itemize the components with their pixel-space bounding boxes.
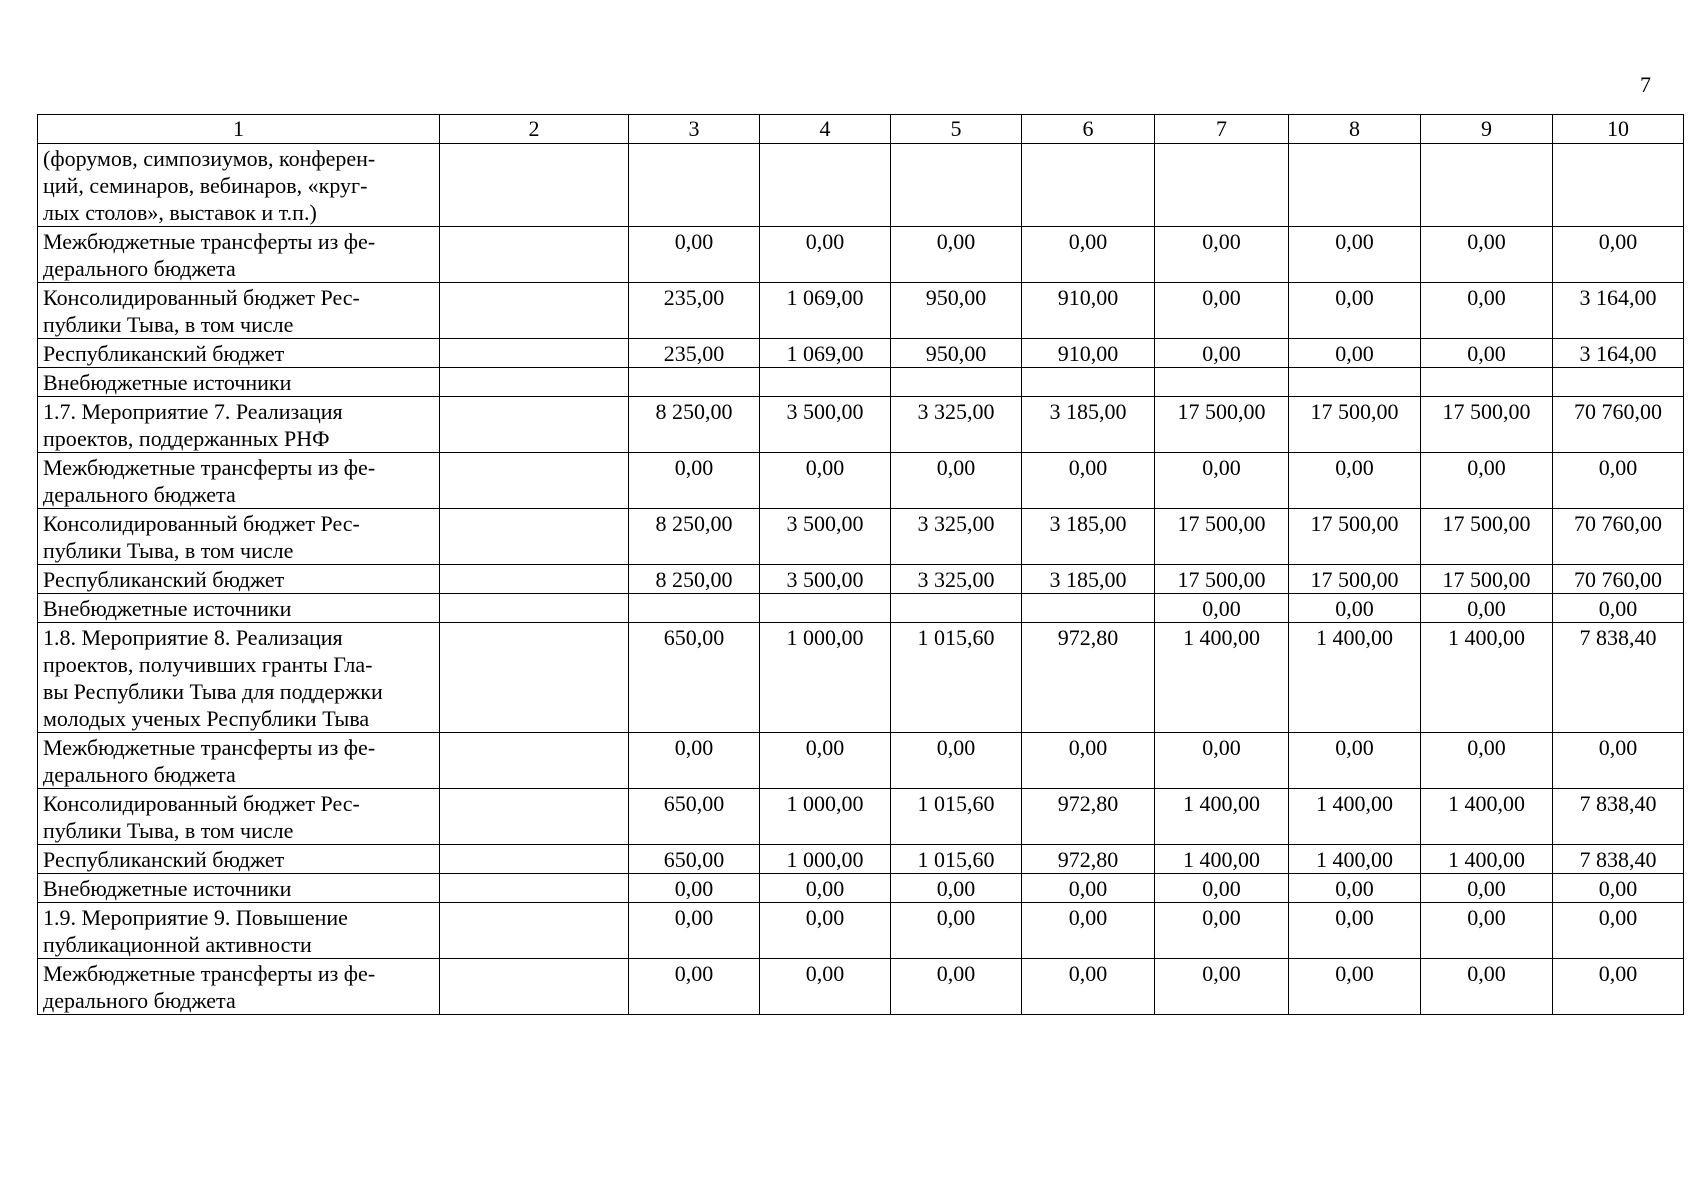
table-row [38,339,1684,368]
table-row [38,903,1684,959]
value-cell: 70 760,00 [1553,509,1684,565]
value-cell: 1 000,00 [760,789,891,845]
value-cell: 1 069,00 [760,339,891,368]
value-cell: 0,00 [1155,283,1289,339]
table-row [38,227,1684,283]
row-label: Межбюджетные трансферты из фе- дерального бюджета [38,959,440,1015]
value-cell: 0,00 [1553,227,1684,283]
value-cell [760,144,891,227]
column-number-cell: 3 [629,115,760,144]
value-cell: 3 185,00 [1022,397,1155,453]
column-2-cell [440,845,629,874]
value-cell: 1 400,00 [1421,623,1553,733]
column-number-row [38,115,1684,144]
value-cell: 3 325,00 [891,565,1022,594]
value-cell: 910,00 [1022,283,1155,339]
value-cell [760,368,891,397]
row-label: Консолидированный бюджет Рес- публики Тыва, в том числе [38,509,440,565]
value-cell: 0,00 [1289,227,1421,283]
table-row [38,283,1684,339]
value-cell: 0,00 [1421,283,1553,339]
column-number-cell: 1 [38,115,440,144]
value-cell [760,594,891,623]
value-cell [891,368,1022,397]
table-row [38,845,1684,874]
row-label: 1.8. Мероприятие 8. Реализация проектов, получивших гранты Гла- вы Республики Тыва для поддержки молодых ученых Республики Тыва [38,623,440,733]
value-cell: 0,00 [1289,874,1421,903]
value-cell [1289,368,1421,397]
table-row [38,453,1684,509]
value-cell: 0,00 [1022,227,1155,283]
column-2-cell [440,623,629,733]
value-cell: 0,00 [760,227,891,283]
value-cell [1022,368,1155,397]
table-row [38,565,1684,594]
column-2-cell [440,283,629,339]
table-row [38,789,1684,845]
value-cell: 0,00 [1155,903,1289,959]
table-row [38,594,1684,623]
value-cell: 1 015,60 [891,789,1022,845]
value-cell: 0,00 [1022,903,1155,959]
value-cell: 0,00 [1553,453,1684,509]
table-row [38,509,1684,565]
row-label: Консолидированный бюджет Рес- публики Тыва, в том числе [38,283,440,339]
value-cell: 0,00 [1553,903,1684,959]
value-cell: 0,00 [760,733,891,789]
value-cell: 0,00 [629,903,760,959]
value-cell: 972,80 [1022,623,1155,733]
table-row [38,623,1684,733]
value-cell [1155,144,1289,227]
value-cell: 1 400,00 [1421,789,1553,845]
value-cell: 0,00 [629,733,760,789]
value-cell: 8 250,00 [629,565,760,594]
value-cell: 972,80 [1022,789,1155,845]
table-row [38,144,1684,227]
value-cell: 0,00 [1421,874,1553,903]
row-label: Межбюджетные трансферты из фе- дерального бюджета [38,227,440,283]
column-2-cell [440,368,629,397]
value-cell: 235,00 [629,339,760,368]
value-cell: 0,00 [1155,594,1289,623]
value-cell: 1 400,00 [1155,845,1289,874]
row-label: Межбюджетные трансферты из фе- дерального бюджета [38,733,440,789]
column-number-cell: 5 [891,115,1022,144]
value-cell: 0,00 [1421,733,1553,789]
value-cell: 3 325,00 [891,397,1022,453]
column-2-cell [440,509,629,565]
value-cell: 3 185,00 [1022,509,1155,565]
value-cell: 3 164,00 [1553,339,1684,368]
value-cell: 17 500,00 [1421,509,1553,565]
column-2-cell [440,144,629,227]
table-row [38,397,1684,453]
value-cell: 1 400,00 [1155,623,1289,733]
value-cell: 3 500,00 [760,397,891,453]
value-cell: 950,00 [891,283,1022,339]
value-cell: 0,00 [1289,283,1421,339]
value-cell: 7 838,40 [1553,623,1684,733]
value-cell: 0,00 [760,453,891,509]
value-cell: 7 838,40 [1553,845,1684,874]
value-cell: 0,00 [891,227,1022,283]
value-cell: 0,00 [1553,594,1684,623]
value-cell [1421,368,1553,397]
row-label: 1.9. Мероприятие 9. Повышение публикационной активности [38,903,440,959]
value-cell: 0,00 [891,959,1022,1015]
value-cell: 0,00 [760,903,891,959]
value-cell: 0,00 [1289,453,1421,509]
value-cell: 0,00 [1421,453,1553,509]
value-cell: 1 015,60 [891,845,1022,874]
value-cell: 0,00 [1421,903,1553,959]
value-cell: 0,00 [1289,959,1421,1015]
value-cell: 1 015,60 [891,623,1022,733]
column-2-cell [440,594,629,623]
value-cell: 8 250,00 [629,397,760,453]
value-cell: 1 000,00 [760,845,891,874]
column-number-cell: 2 [440,115,629,144]
value-cell: 0,00 [891,903,1022,959]
row-label: Консолидированный бюджет Рес- публики Тыва, в том числе [38,789,440,845]
value-cell: 950,00 [891,339,1022,368]
value-cell: 910,00 [1022,339,1155,368]
value-cell: 0,00 [1022,453,1155,509]
table-row [38,874,1684,903]
value-cell: 0,00 [1553,733,1684,789]
value-cell: 0,00 [760,874,891,903]
row-label: (форумов, симпозиумов, конферен- ций, семинаров, вебинаров, «круг- лых столов», выставок и т.п.) [38,144,440,227]
value-cell: 3 500,00 [760,509,891,565]
value-cell: 0,00 [629,227,760,283]
value-cell: 0,00 [891,733,1022,789]
value-cell: 972,80 [1022,845,1155,874]
table-row [38,368,1684,397]
row-label: Межбюджетные трансферты из фе- дерального бюджета [38,453,440,509]
value-cell: 70 760,00 [1553,397,1684,453]
value-cell [629,594,760,623]
value-cell [1421,144,1553,227]
column-2-cell [440,903,629,959]
value-cell: 0,00 [1022,733,1155,789]
value-cell [1289,144,1421,227]
column-number-cell: 8 [1289,115,1421,144]
value-cell [629,368,760,397]
value-cell: 3 164,00 [1553,283,1684,339]
value-cell: 3 325,00 [891,509,1022,565]
column-2-cell [440,227,629,283]
column-number-cell: 10 [1553,115,1684,144]
value-cell: 650,00 [629,789,760,845]
value-cell [629,144,760,227]
value-cell: 1 400,00 [1155,789,1289,845]
value-cell: 17 500,00 [1289,565,1421,594]
column-number-cell: 4 [760,115,891,144]
value-cell: 0,00 [1022,874,1155,903]
value-cell: 0,00 [1022,959,1155,1015]
value-cell: 17 500,00 [1155,397,1289,453]
value-cell [1022,594,1155,623]
value-cell: 1 069,00 [760,283,891,339]
column-number-cell: 7 [1155,115,1289,144]
value-cell: 235,00 [629,283,760,339]
value-cell: 0,00 [760,959,891,1015]
column-2-cell [440,453,629,509]
value-cell: 1 400,00 [1289,845,1421,874]
value-cell: 0,00 [1155,339,1289,368]
value-cell: 0,00 [891,453,1022,509]
value-cell: 0,00 [1553,959,1684,1015]
value-cell: 17 500,00 [1155,565,1289,594]
column-2-cell [440,874,629,903]
value-cell: 0,00 [1421,339,1553,368]
value-cell: 0,00 [1155,453,1289,509]
value-cell [1553,144,1684,227]
value-cell: 650,00 [629,845,760,874]
table-body [38,115,1684,1015]
value-cell: 0,00 [629,959,760,1015]
table-row [38,959,1684,1015]
row-label: Внебюджетные источники [38,368,440,397]
value-cell: 0,00 [1289,339,1421,368]
row-label: Республиканский бюджет [38,339,440,368]
column-2-cell [440,397,629,453]
value-cell: 17 500,00 [1421,397,1553,453]
value-cell: 1 400,00 [1289,623,1421,733]
value-cell: 0,00 [1289,733,1421,789]
value-cell [891,144,1022,227]
value-cell: 7 838,40 [1553,789,1684,845]
value-cell: 0,00 [1421,959,1553,1015]
value-cell: 3 185,00 [1022,565,1155,594]
value-cell: 3 500,00 [760,565,891,594]
row-label: Республиканский бюджет [38,845,440,874]
value-cell: 0,00 [1155,227,1289,283]
value-cell: 1 400,00 [1289,789,1421,845]
row-label: Республиканский бюджет [38,565,440,594]
value-cell: 0,00 [629,453,760,509]
value-cell: 0,00 [629,874,760,903]
value-cell: 70 760,00 [1553,565,1684,594]
row-label: Внебюджетные источники [38,874,440,903]
value-cell: 0,00 [1421,227,1553,283]
column-number-cell: 6 [1022,115,1155,144]
column-2-cell [440,733,629,789]
budget-table [37,114,1684,1015]
page-number: 7 [1640,72,1651,97]
value-cell: 650,00 [629,623,760,733]
value-cell [891,594,1022,623]
value-cell: 17 500,00 [1289,509,1421,565]
value-cell: 0,00 [1155,733,1289,789]
value-cell: 17 500,00 [1155,509,1289,565]
value-cell: 1 400,00 [1421,845,1553,874]
value-cell: 0,00 [1289,903,1421,959]
value-cell: 8 250,00 [629,509,760,565]
column-number-cell: 9 [1421,115,1553,144]
value-cell: 17 500,00 [1289,397,1421,453]
value-cell: 0,00 [1553,874,1684,903]
row-label: 1.7. Мероприятие 7. Реализация проектов, поддержанных РНФ [38,397,440,453]
row-label: Внебюджетные источники [38,594,440,623]
column-2-cell [440,565,629,594]
column-2-cell [440,339,629,368]
table-row [38,733,1684,789]
value-cell: 0,00 [1155,959,1289,1015]
value-cell [1155,368,1289,397]
value-cell: 0,00 [1289,594,1421,623]
column-2-cell [440,959,629,1015]
value-cell: 0,00 [1421,594,1553,623]
value-cell [1022,144,1155,227]
value-cell: 0,00 [891,874,1022,903]
value-cell: 0,00 [1155,874,1289,903]
value-cell [1553,368,1684,397]
value-cell: 17 500,00 [1421,565,1553,594]
column-2-cell [440,789,629,845]
value-cell: 1 000,00 [760,623,891,733]
